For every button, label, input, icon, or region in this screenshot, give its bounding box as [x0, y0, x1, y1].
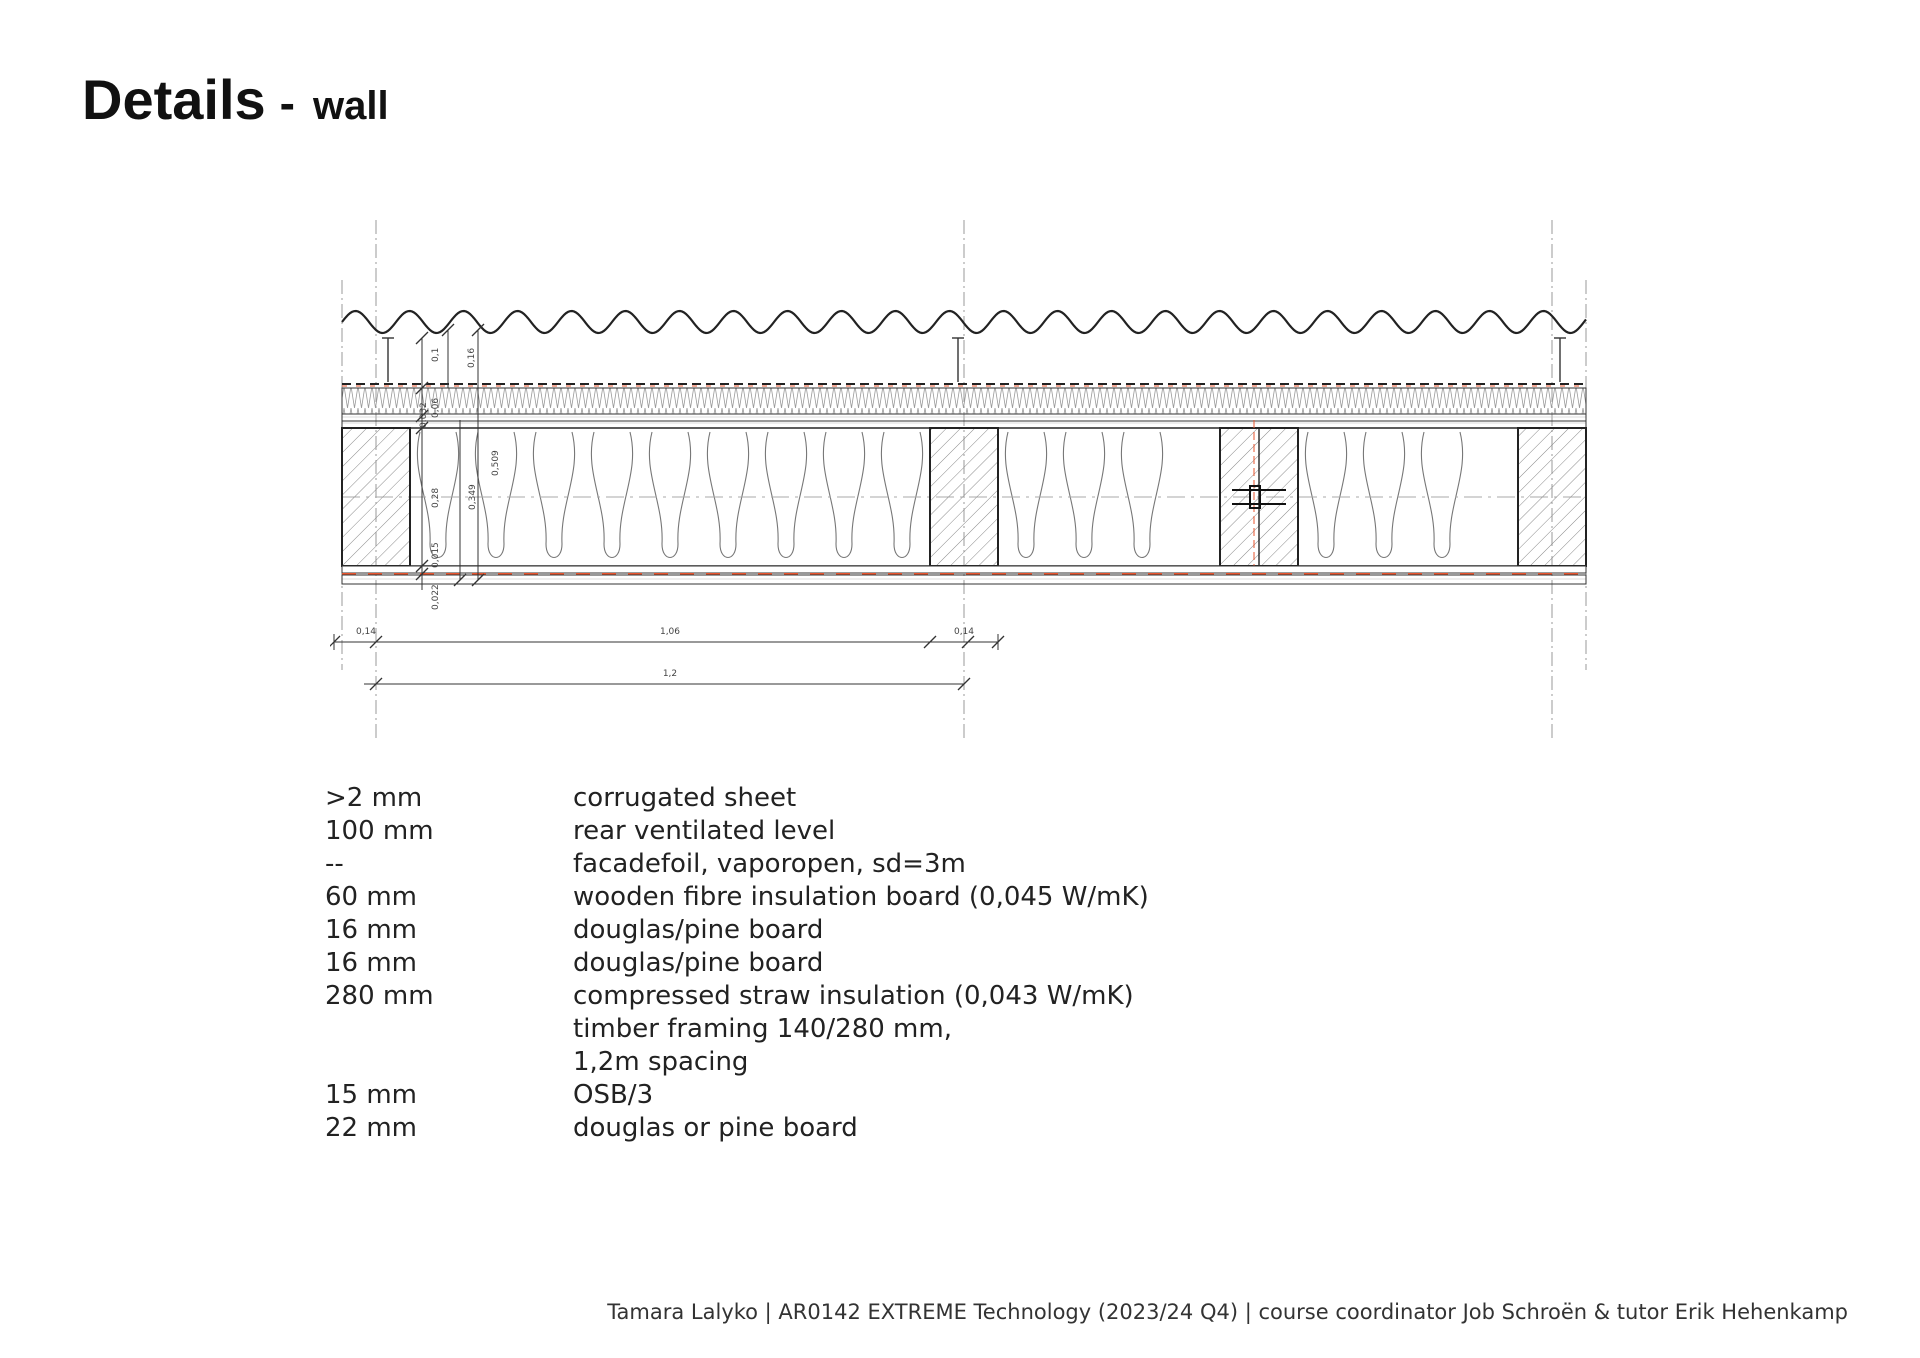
- wood-fibre-board: [342, 388, 1586, 414]
- straw-lobe: [1063, 432, 1104, 558]
- layer-row: [325, 1013, 1149, 1046]
- vertical-dim-label: 0,28: [431, 487, 441, 508]
- title-main: Details: [82, 68, 266, 131]
- title-subtitle: wall: [312, 84, 389, 128]
- layer-row: [325, 1079, 1149, 1112]
- straw-lobe: [591, 432, 632, 558]
- layer-thickness: --: [325, 849, 344, 879]
- layer-description: corrugated sheet: [573, 783, 797, 813]
- layer-thickness: [325, 1046, 573, 1079]
- layer-description: timber framing 140/280 mm,: [573, 1014, 952, 1044]
- vertical-dim-label: 0,349: [468, 484, 478, 510]
- page-title: [82, 68, 389, 131]
- straw-lobe: [533, 432, 574, 558]
- straw-lobe: [649, 432, 690, 558]
- layer-row: [325, 815, 1149, 848]
- layer-row: [325, 782, 1149, 815]
- vertical-dim-label: 0,06: [431, 397, 441, 418]
- layer-row: [325, 1112, 1149, 1145]
- horizontal-dimensions: [330, 634, 1004, 690]
- straw-lobe: [1005, 432, 1046, 558]
- layer-list: [325, 782, 1149, 1145]
- layer-row: [325, 1046, 1149, 1079]
- layer-description: OSB/3: [573, 1080, 654, 1110]
- layer-row: [325, 881, 1149, 914]
- layer-thickness: 22 mm: [325, 1113, 418, 1143]
- straw-lobe: [881, 432, 922, 558]
- layer-thickness: >2 mm: [325, 783, 423, 813]
- timber-stud: [1518, 428, 1586, 566]
- vertical-dim-label: 0,16: [467, 347, 477, 368]
- layer-description: 1,2m spacing: [573, 1047, 749, 1077]
- footer-credits: Tamara Lalyko | AR0142 EXTREME Technology (2023/24 Q4) | course coordinator Job Schroën & tutor Erik Hehenkamp: [607, 1300, 1848, 1324]
- layer-row: [325, 848, 1149, 881]
- horizontal-dim-label: 0,14: [953, 627, 975, 637]
- vertical-dim-label: 0,032: [419, 402, 429, 428]
- osb-board: [342, 566, 1586, 573]
- straw-lobe: [1121, 432, 1162, 558]
- pine-board-inner-finish: [342, 575, 1586, 584]
- pine-board-outer: [342, 414, 1586, 421]
- straw-lobe: [823, 432, 864, 558]
- layer-thickness: 16 mm: [325, 948, 418, 978]
- layer-thickness: 16 mm: [325, 915, 418, 945]
- timber-stud: [342, 428, 410, 566]
- layer-thickness: 15 mm: [325, 1080, 418, 1110]
- wall-section-drawing: [330, 210, 1600, 750]
- vertical-dim-label: 0,022: [431, 584, 441, 610]
- layer-row: [325, 947, 1149, 980]
- horizontal-dim-label: 1,06: [659, 627, 681, 637]
- layer-description: facadefoil, vaporopen, sd=3m: [573, 849, 966, 879]
- layer-thickness: 280 mm: [325, 981, 434, 1011]
- straw-lobe: [1363, 432, 1404, 558]
- pine-board-inner: [342, 421, 1586, 428]
- layer-row: [325, 980, 1149, 1013]
- straw-lobe: [707, 432, 748, 558]
- layer-description: douglas or pine board: [573, 1113, 858, 1143]
- layer-description: douglas/pine board: [573, 948, 824, 978]
- vertical-dim-label: 0,015: [431, 542, 441, 568]
- straw-lobe: [1305, 432, 1346, 558]
- layer-description: compressed straw insulation (0,043 W/mK): [573, 981, 1134, 1011]
- vertical-dim-label: 0,509: [491, 450, 501, 476]
- straw-lobe: [765, 432, 806, 558]
- layer-row: [325, 914, 1149, 947]
- horizontal-dim-label: 0,14: [355, 627, 377, 637]
- layer-description: rear ventilated level: [573, 816, 836, 846]
- title-separator: -: [279, 77, 295, 129]
- layer-thickness: [325, 1013, 573, 1046]
- layer-description: douglas/pine board: [573, 915, 824, 945]
- layer-description: wooden fibre insulation board (0,045 W/mK): [573, 882, 1149, 912]
- straw-lobe: [1421, 432, 1462, 558]
- timber-stud: [930, 428, 998, 566]
- sheet-fixings: [382, 338, 1566, 382]
- layer-thickness: 60 mm: [325, 882, 418, 912]
- vertical-dim-label: 0,1: [431, 347, 441, 362]
- horizontal-dim-label: 1,2: [662, 669, 678, 679]
- layer-thickness: 100 mm: [325, 816, 434, 846]
